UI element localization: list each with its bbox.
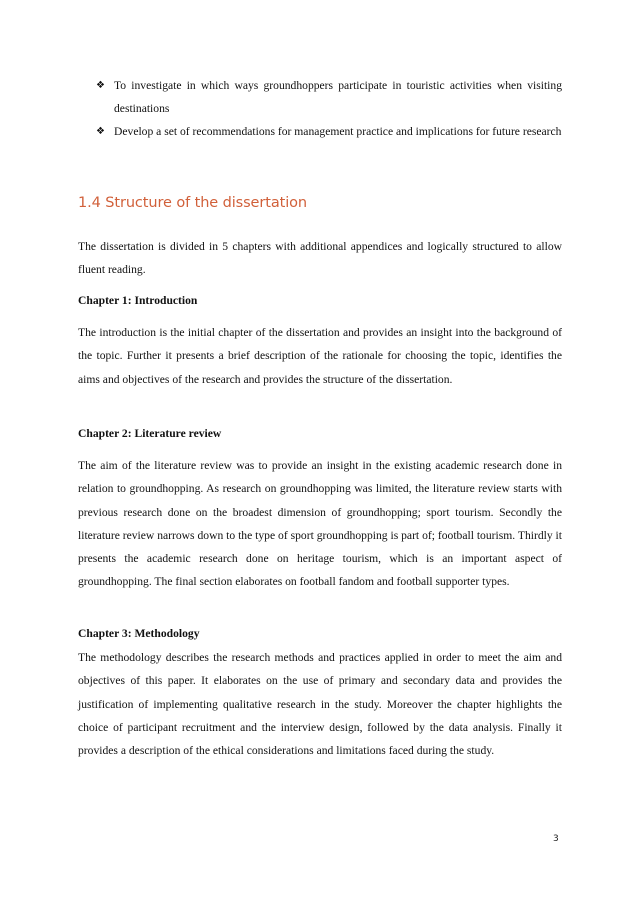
chapter-heading: Chapter 1: Introduction [78, 294, 198, 307]
page-number: 3 [553, 834, 559, 844]
objectives-list [96, 74, 562, 143]
bullet-text: To investigate in which ways groundhoppers participate in touristic activities when visiting destinations [114, 79, 562, 115]
chapter-3-body [78, 646, 562, 762]
section-intro [78, 235, 562, 282]
diamond-bullet-icon: ❖ [96, 80, 105, 91]
list-item [96, 74, 562, 120]
chapter-3 [78, 625, 562, 643]
bullet-text: Develop a set of recommendations for management practice and implications for future research [114, 125, 562, 138]
chapter-1-body [78, 321, 562, 391]
chapter-2 [78, 425, 562, 443]
chapter-paragraph: The methodology describes the research methods and practices applied in order to meet the aim and objectives of this paper. It elaborates on the use of primary and secondary data and provides the justification of implementing qualitative research in the study. Moreover the chapter highlights the choice of participant recruitment and the interview design, followed by the data analysis. Finally it provides a description of the ethical considerations and limitations faced during the study. [78, 651, 562, 758]
chapter-heading: Chapter 2: Literature review [78, 427, 222, 440]
chapter-1 [78, 292, 562, 310]
chapter-heading: Chapter 3: Methodology [78, 627, 200, 640]
list-item [96, 120, 562, 143]
chapter-paragraph: The introduction is the initial chapter of the dissertation and provides an insight into the background of the topic. Further it presents a brief description of the rationale for choosing the topic, identifies the aims and objectives of the research and provides the structure of the dissertation. [78, 326, 562, 386]
section-heading: 1.4 Structure of the dissertation [78, 195, 307, 211]
diamond-bullet-icon: ❖ [96, 126, 105, 137]
chapter-paragraph: The aim of the literature review was to provide an insight in the existing academic research done in relation to groundhopping. As research on groundhopping was limited, the literature review starts with previous research done on the broadest dimension of groundhopping; sport tourism. Secondly the literature review narrows down to the type of sport groundhopping is part of; football tourism. Thirdly it presents the academic research done on heritage tourism, which is an important aspect of groundhopping. The final section elaborates on football fandom and football supporter types. [78, 459, 562, 589]
intro-paragraph: The dissertation is divided in 5 chapters with additional appendices and logically structured to allow fluent reading. [78, 240, 562, 277]
chapter-2-body [78, 454, 562, 594]
